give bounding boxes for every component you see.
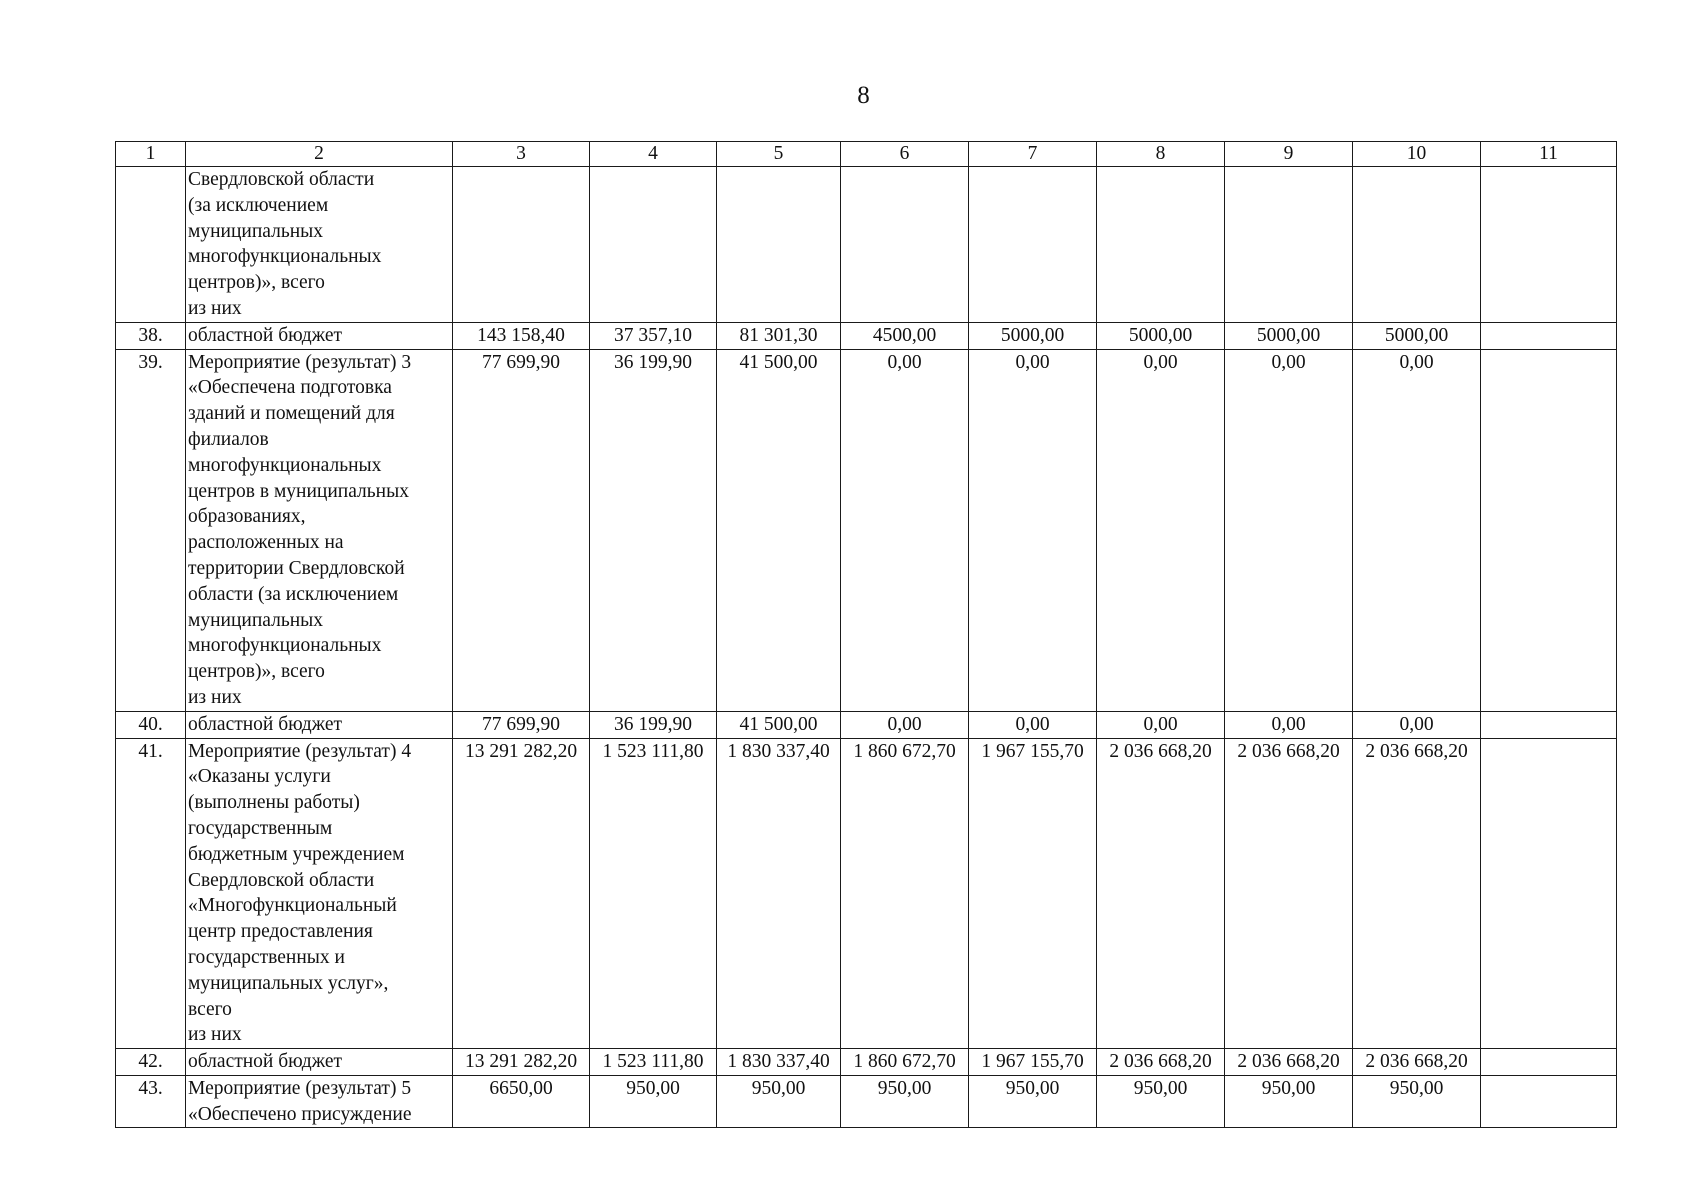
- amount-cell: 5000,00: [1353, 322, 1481, 349]
- item-name-line: центров в муниципальных: [188, 480, 409, 502]
- item-name-cell: [186, 167, 453, 323]
- amount-cell: 4500,00: [841, 322, 969, 349]
- amount-cell: [1353, 167, 1481, 323]
- item-name-line: всего: [188, 998, 232, 1020]
- item-name-line: «Обеспечена подготовка: [188, 377, 392, 399]
- column-number-header: 9: [1225, 142, 1353, 167]
- amount-cell: 36 199,90: [590, 349, 717, 711]
- amount-cell: 37 357,10: [590, 322, 717, 349]
- column-number-header: 4: [590, 142, 717, 167]
- amount-cell: 41 500,00: [717, 349, 841, 711]
- row-number: 39.: [116, 349, 186, 711]
- row-number: 41.: [116, 738, 186, 1049]
- amount-cell: 0,00: [1353, 349, 1481, 711]
- amount-cell: [1481, 167, 1617, 323]
- item-name-line: (выполнены работы): [188, 792, 360, 814]
- amount-cell: 1 830 337,40: [717, 1049, 841, 1076]
- amount-cell: 2 036 668,20: [1097, 738, 1225, 1049]
- amount-cell: 1 967 155,70: [969, 738, 1097, 1049]
- amount-cell: 950,00: [717, 1075, 841, 1128]
- amount-cell: 0,00: [841, 711, 969, 738]
- amount-cell: 2 036 668,20: [1097, 1049, 1225, 1076]
- amount-cell: [717, 167, 841, 323]
- item-name-line: образованиях,: [188, 506, 306, 528]
- amount-cell: 0,00: [1225, 711, 1353, 738]
- item-name-line: бюджетным учреждением: [188, 843, 405, 865]
- amount-cell: 2 036 668,20: [1353, 1049, 1481, 1076]
- item-name-cell: [186, 1075, 453, 1128]
- amount-cell: 950,00: [590, 1075, 717, 1128]
- item-name-line: территории Свердловской: [188, 557, 405, 579]
- amount-cell: [1481, 738, 1617, 1049]
- amount-cell: 13 291 282,20: [453, 738, 590, 1049]
- amount-cell: [1225, 167, 1353, 323]
- amount-cell: 2 036 668,20: [1353, 738, 1481, 1049]
- item-name-line: муниципальных услуг»,: [188, 972, 389, 994]
- amount-cell: 1 860 672,70: [841, 1049, 969, 1076]
- item-name-line: «Оказаны услуги: [188, 766, 331, 788]
- amount-cell: 77 699,90: [453, 349, 590, 711]
- amount-cell: [1481, 322, 1617, 349]
- item-name-line: области (за исключением: [188, 583, 399, 605]
- item-name-line: «Обеспечено присуждение: [188, 1103, 412, 1125]
- table-row: [116, 738, 1617, 1049]
- item-name-line: многофункциональных: [188, 454, 382, 476]
- amount-cell: 0,00: [1097, 349, 1225, 711]
- item-name-cell: [186, 349, 453, 711]
- table-row: [116, 1049, 1617, 1076]
- amount-cell: 5000,00: [969, 322, 1097, 349]
- item-name-cell: [186, 711, 453, 738]
- page-number: 8: [857, 82, 870, 109]
- column-number-header: 2: [186, 142, 453, 167]
- row-number: 38.: [116, 322, 186, 349]
- item-name-line: «Многофункциональный: [188, 895, 397, 917]
- table-row: [116, 167, 1617, 323]
- row-number: 40.: [116, 711, 186, 738]
- item-name-line: муниципальных: [188, 220, 324, 242]
- budget-table: [115, 141, 1617, 1128]
- amount-cell: 1 523 111,80: [590, 738, 717, 1049]
- amount-cell: 2 036 668,20: [1225, 1049, 1353, 1076]
- amount-cell: [841, 167, 969, 323]
- item-name-line: филиалов: [188, 428, 269, 450]
- item-name-line: Мероприятие (результат) 4: [188, 740, 412, 762]
- amount-cell: 77 699,90: [453, 711, 590, 738]
- row-number: 42.: [116, 1049, 186, 1076]
- table-row: [116, 322, 1617, 349]
- amount-cell: 950,00: [969, 1075, 1097, 1128]
- column-number-header: 11: [1481, 142, 1617, 167]
- item-name-line: муниципальных: [188, 609, 324, 631]
- amount-cell: 2 036 668,20: [1225, 738, 1353, 1049]
- amount-cell: [590, 167, 717, 323]
- item-name-line: областной бюджет: [188, 713, 343, 735]
- item-name-line: государственным: [188, 817, 333, 839]
- amount-cell: 950,00: [1353, 1075, 1481, 1128]
- amount-cell: 81 301,30: [717, 322, 841, 349]
- amount-cell: 1 967 155,70: [969, 1049, 1097, 1076]
- amount-cell: 1 523 111,80: [590, 1049, 717, 1076]
- item-name-line: расположенных на: [188, 532, 344, 554]
- amount-cell: [453, 167, 590, 323]
- amount-cell: 5000,00: [1225, 322, 1353, 349]
- amount-cell: 0,00: [1353, 711, 1481, 738]
- amount-cell: 950,00: [1225, 1075, 1353, 1128]
- item-name-line: Мероприятие (результат) 3: [188, 351, 412, 373]
- item-name-line: многофункциональных: [188, 246, 382, 268]
- amount-cell: 5000,00: [1097, 322, 1225, 349]
- item-name-line: областной бюджет: [188, 324, 343, 346]
- column-number-header: 1: [116, 142, 186, 167]
- amount-cell: 36 199,90: [590, 711, 717, 738]
- amount-cell: [1481, 1049, 1617, 1076]
- amount-cell: 41 500,00: [717, 711, 841, 738]
- amount-cell: 0,00: [1097, 711, 1225, 738]
- amount-cell: 6650,00: [453, 1075, 590, 1128]
- table-row: [116, 1075, 1617, 1128]
- column-number-header: 5: [717, 142, 841, 167]
- item-name-line: Мероприятие (результат) 5: [188, 1077, 412, 1099]
- item-name-line: из них: [188, 686, 242, 708]
- item-name-cell: [186, 1049, 453, 1076]
- item-name-line: многофункциональных: [188, 635, 382, 657]
- amount-cell: 13 291 282,20: [453, 1049, 590, 1076]
- amount-cell: [1097, 167, 1225, 323]
- column-number-header: 7: [969, 142, 1097, 167]
- item-name-line: центров)», всего: [188, 272, 325, 294]
- item-name-line: из них: [188, 1024, 242, 1046]
- column-number-header: 8: [1097, 142, 1225, 167]
- item-name-cell: [186, 322, 453, 349]
- item-name-line: областной бюджет: [188, 1051, 343, 1073]
- table-row: [116, 349, 1617, 711]
- row-number: [116, 167, 186, 323]
- amount-cell: 0,00: [969, 349, 1097, 711]
- item-name-cell: [186, 738, 453, 1049]
- amount-cell: [1481, 711, 1617, 738]
- table-row: [116, 711, 1617, 738]
- amount-cell: 0,00: [969, 711, 1097, 738]
- header-row: [116, 142, 1617, 167]
- amount-cell: [1481, 349, 1617, 711]
- item-name-line: зданий и помещений для: [188, 403, 395, 425]
- item-name-line: государственных и: [188, 946, 345, 968]
- amount-cell: 0,00: [1225, 349, 1353, 711]
- column-number-header: 10: [1353, 142, 1481, 167]
- item-name-line: (за исключением: [188, 194, 329, 216]
- item-name-line: из них: [188, 297, 242, 319]
- row-number: 43.: [116, 1075, 186, 1128]
- amount-cell: 950,00: [841, 1075, 969, 1128]
- item-name-line: центров)», всего: [188, 661, 325, 683]
- amount-cell: [969, 167, 1097, 323]
- column-number-header: 3: [453, 142, 590, 167]
- amount-cell: 0,00: [841, 349, 969, 711]
- amount-cell: [1481, 1075, 1617, 1128]
- item-name-line: центр предоставления: [188, 921, 373, 943]
- table-body: [116, 142, 1617, 1128]
- amount-cell: 143 158,40: [453, 322, 590, 349]
- column-number-header: 6: [841, 142, 969, 167]
- item-name-line: Свердловской области: [188, 869, 375, 891]
- amount-cell: 950,00: [1097, 1075, 1225, 1128]
- amount-cell: 1 860 672,70: [841, 738, 969, 1049]
- item-name-line: Свердловской области: [188, 169, 375, 190]
- amount-cell: 1 830 337,40: [717, 738, 841, 1049]
